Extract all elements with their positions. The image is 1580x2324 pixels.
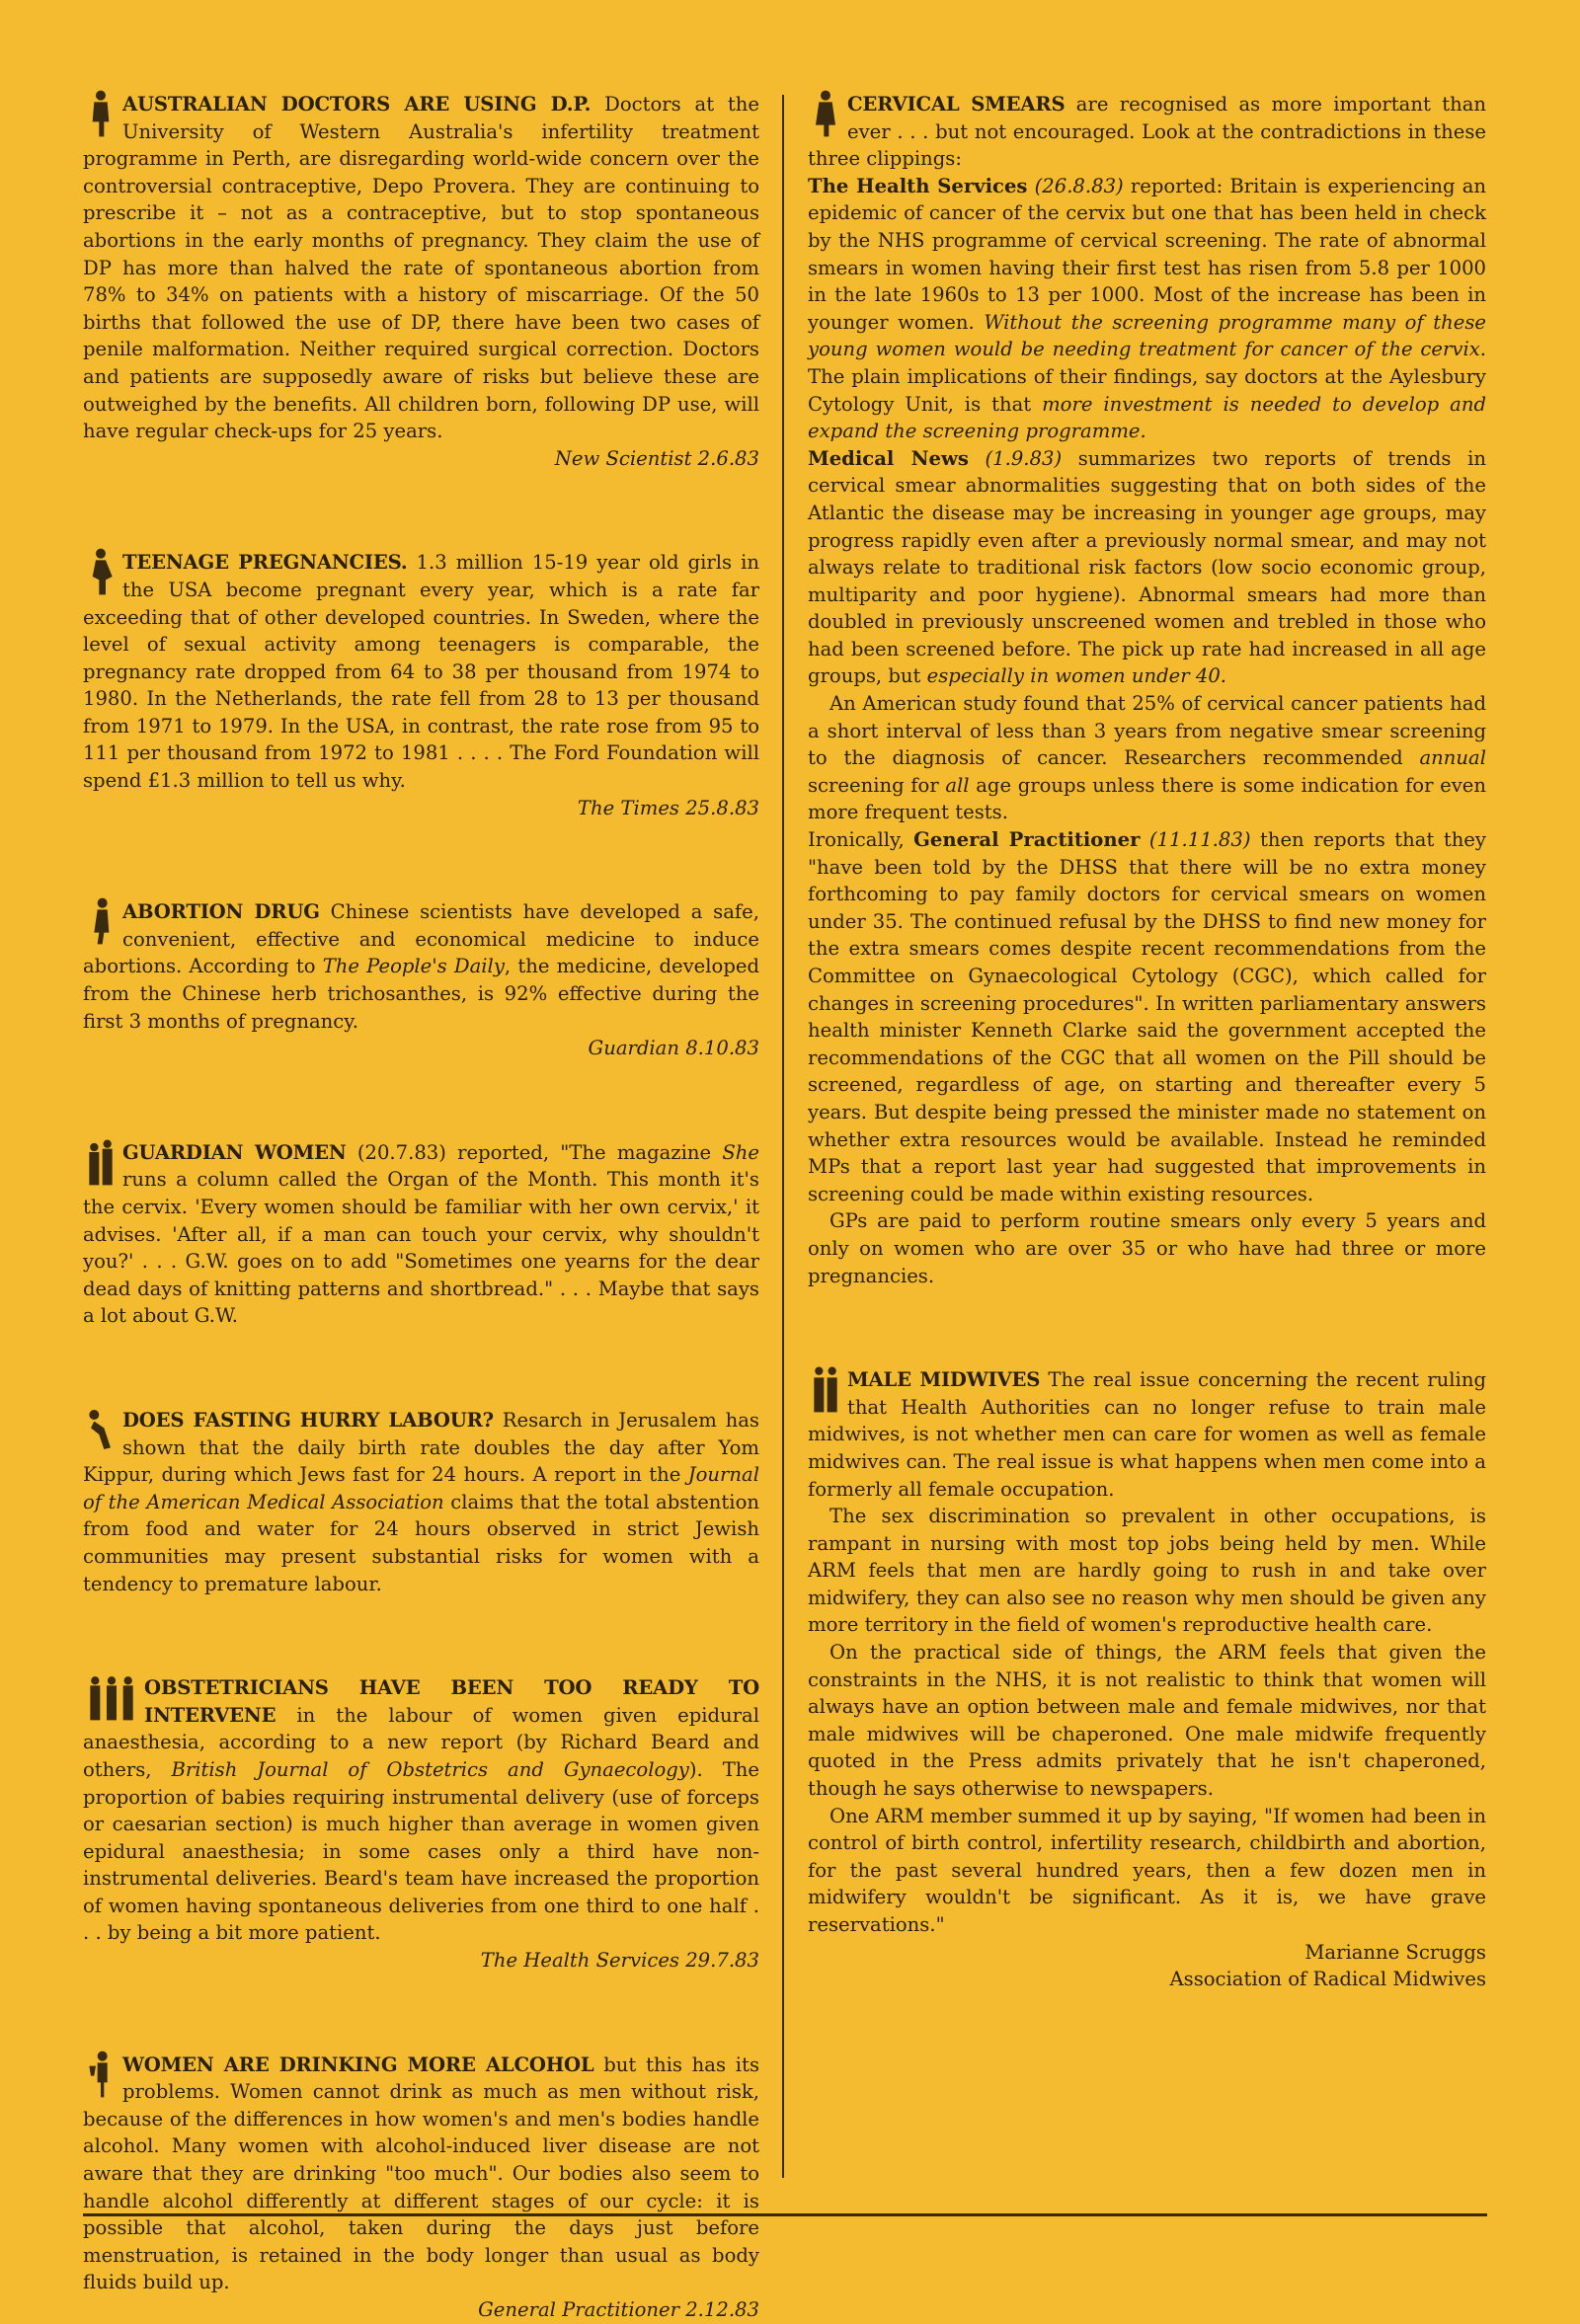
- article-obstetricians: [83, 1674, 759, 1975]
- article-fasting-labour: [83, 1407, 759, 1597]
- paragraph-text: An American study found that 25% of cervical cancer patients had a short interval of less than 3 years from negative smear screening to the diagnosis of cancer. Researchers recommended: [808, 692, 1486, 770]
- woman-figure-icon: [83, 89, 118, 138]
- woman-figure-icon: [808, 89, 843, 138]
- paragraph-text: Ironically,: [808, 828, 914, 852]
- article-heading: MALE MIDWIVES: [847, 1368, 1041, 1392]
- article-body: , the medicine, developed from the Chinese herb trichosanthes, is 92% effective during the first 3 months of pregnancy.: [83, 955, 759, 1033]
- article-paragraph: On the practical side of things, the ARM feels that given the constraints in the NHS, it is not realistic to think that women will always have an option between male and female midwives, nor that male midwives will be chaperoned. One male midwife frequently quoted in the Press admits privately that he isn't chaperoned, though he says otherwise to newspapers.: [808, 1641, 1486, 1801]
- article-body: are recognised as more important than ever . . . but not encouraged. Look at the contradictions in these three clippings:: [808, 93, 1486, 171]
- article-heading: DOES FASTING HURRY LABOUR?: [122, 1408, 494, 1432]
- article-teenage-pregnancies: [83, 549, 759, 821]
- woman-bending-icon: [83, 1405, 118, 1454]
- article-guardian-women: [83, 1139, 759, 1330]
- clipping-emphasis: Without the screening programme many of these young women would be needing treatment for cancer of the cervix.: [808, 310, 1486, 361]
- clipping-general-practitioner: [808, 826, 1486, 1207]
- article-source: General Practitioner 2.12.83: [478, 2298, 759, 2321]
- pregnant-woman-icon: [83, 547, 118, 596]
- article-source: The Health Services 29.7.83: [480, 1949, 759, 1973]
- paragraph-text: age groups unless there is some indication for even more frequent tests.: [808, 773, 1486, 824]
- article-abortion-drug: [83, 898, 759, 1062]
- article-body: (20.7.83) reported, "The magazine: [346, 1140, 723, 1164]
- woman-figure-icon: [83, 896, 118, 946]
- article-body: Chinese scientists have developed a safe, convenient, effective and economical medicine to induce abortions. According to: [83, 900, 759, 978]
- group-figures-icon: [83, 1672, 140, 1722]
- article-heading: AUSTRALIAN DOCTORS ARE USING D.P.: [122, 93, 592, 116]
- article-source: Guardian 8.10.83: [588, 1037, 759, 1060]
- clipping-health-services: [808, 173, 1486, 445]
- paragraph-text: screening for: [808, 773, 946, 797]
- paragraph-emphasis: all: [945, 773, 970, 797]
- clipping-medical-news: [808, 445, 1486, 690]
- clipping-body: then reports that they "have been told by the DHSS that there will be no extra money forthcoming to pay family doctors for cervical smears on women under 35. The continued refusal by the DHSS to find new money for the extra smears comes despite recent recommendations from the Committee on Gynaecological Cytology (CGC), which called for changes in screening procedures". In written parliamentary answers health minister Kenneth Clarke said the government accepted the recommendations of the CGC that all women on the Pill should be screened, regardless of age, on starting and thereafter every 5 years. But despite being pressed the minister made no statement on whether extra resources would be available. Instead he reminded MPs that a report last year had suggested that improvements in screening could be made within existing resources.: [808, 828, 1486, 1205]
- article-male-midwives: [808, 1366, 1486, 1993]
- women-group-icon: [83, 1137, 118, 1187]
- article-source: The Times 25.8.83: [577, 796, 759, 819]
- clipping-body: summarizes two reports of trends in cervical smear abnormalities suggesting that on both sides of the Atlantic the disease may be increasing in younger age groups, may progress rapidly even after a previously normal smear, and may not always relate to traditional risk factors (low socio economic group, multiparity and poor hygiene). Abnormal smears had more than doubled in previously unscreened women and trebled in those who had been screened before. The pick up rate had increased in all age groups, but: [808, 446, 1486, 688]
- signature-organisation: Association of Radical Midwives: [1169, 1968, 1486, 1991]
- left-column: [83, 91, 759, 2324]
- article-heading: GUARDIAN WOMEN: [122, 1140, 347, 1164]
- article-body: in the labour of women given epidural anaesthesia, according to a new report (by Richard Beard and others,: [83, 1703, 759, 1781]
- clipping-date: (26.8.83): [1027, 174, 1124, 197]
- publication-title: She: [722, 1140, 759, 1164]
- article-body: claims that the total abstention from food and water for 24 hours observed in strict Jewish communities may present substantial risks for women with a tendency to premature labour.: [83, 1490, 759, 1595]
- article-body: but this has its problems. Women cannot drink as much as men without risk, because of the differences in how women's and men's bodies handle alcohol. Many women with alcohol-induced liver disease are not aware that they are drinking "too much". Our bodies also seem to handle alcohol differently at different stages of our cycle: it is possible that alcohol, taken during the days just before menstruation, is retained in the body longer than usual as body fluids build up.: [83, 2053, 759, 2294]
- column-divider: [782, 95, 784, 2178]
- paragraph-emphasis: annual: [1419, 746, 1486, 770]
- woman-drinking-icon: [83, 2050, 118, 2099]
- article-women-alcohol: [83, 2052, 759, 2324]
- article-body: Resarch in Jerusalem has shown that the daily birth rate doubles the day after Yom Kippur, during which Jews fast for 24 hours. A report in the: [83, 1408, 759, 1487]
- article-body: Doctors at the University of Western Australia's infertility treatment programme in Perth, are disregarding world-wide concern over the controversial contraceptive, Depo Provera. They are continuing to prescribe it – not as a contraceptive, but to stop spontaneous abortions in the early months of pregnancy. They claim the use of DP has more than halved the rate of spontaneous abortion from 78% to 34% on patients with a history of miscarriage. Of the 50 births that followed the use of DP, there have been two cases of penile malformation. Neither required surgical correction. Doctors and patients are supposedly aware of risks but believe these are outweighed by the benefits. All children born, following DP use, will have regular check-ups for 25 years.: [83, 93, 759, 443]
- right-column: [808, 91, 1486, 1993]
- clipping-emphasis: especially in women under 40.: [926, 664, 1227, 688]
- publication-title: Journal of the American Medical Association: [83, 1463, 759, 1513]
- bottom-rule: [83, 2213, 1487, 2216]
- two-figures-icon: [808, 1364, 843, 1414]
- article-heading: OBSTETRICIANS HAVE BEEN TOO READY TO INTERVENE: [144, 1676, 759, 1727]
- article-australian-doctors: [83, 91, 759, 472]
- article-heading: ABORTION DRUG: [122, 900, 320, 924]
- article-cervical-smears: [808, 91, 1486, 1289]
- article-paragraph: The sex discrimination so prevalent in other occupations, is rampant in nursing with most top jobs being held by men. While ARM feels that men are hardly going to rush in and take over midwifery, they can also see no reason why men should be given any more territory in the field of women's reproductive health care.: [808, 1505, 1486, 1637]
- gp-payment-paragraph: GPs are paid to perform routine smears only every 5 years and only on women who are over 35 or who have had three or more pregnancies.: [808, 1209, 1486, 1287]
- clipping-body: The plain implications of their findings, say doctors at the Aylesbury Cytology Unit, is that: [808, 364, 1486, 416]
- clipping-source-label: General Practitioner: [913, 828, 1141, 852]
- article-paragraph: One ARM member summed it up by saying, "If women had been in control of birth control, infertility research, childbirth and abortion, for the past several hundred years, then a few dozen men in midwifery wouldn't be significant. As it is, we have grave reservations.": [808, 1804, 1486, 1936]
- clipping-date: (11.11.83): [1140, 828, 1251, 852]
- signature-name: Marianne Scruggs: [1304, 1940, 1486, 1964]
- article-body: ). The proportion of babies requiring instrumental delivery (use of forceps or caesarian section) is much higher than average in women given epidural anaesthesia; in some cases only a third have non-instrumental deliveries. Beard's team have increased the proportion of women having spontaneous deliveries from one third to one half . . . by being a bit more patient.: [83, 1757, 759, 1945]
- american-study-paragraph: [808, 690, 1486, 826]
- article-heading: WOMEN ARE DRINKING MORE ALCOHOL: [122, 2053, 594, 2076]
- clipping-date: (1.9.83): [968, 446, 1063, 470]
- article-body: runs a column called the Organ of the Month. This month it's the cervix. 'Every women should be familiar with her own cervix,' it advises. 'After all, if a man can touch your cervix, why shouldn't you?' . . . G.W. goes on to add "Sometimes one yearns for the dear dead days of knitting patterns and shortbread." . . . Maybe that says a lot about G.W.: [83, 1168, 759, 1328]
- publication-title: British Journal of Obstetrics and Gynaecology: [171, 1757, 689, 1781]
- article-source: New Scientist 2.6.83: [554, 446, 759, 470]
- article-heading: CERVICAL SMEARS: [847, 93, 1066, 116]
- clipping-source-label: Medical News: [808, 446, 969, 470]
- article-body: 1.3 million 15-19 year old girls in the USA become pregnant every year, which is a rate far exceeding that of other developed countries. In Sweden, where the level of sexual activity among teenagers is comparable, the pregnancy rate dropped from 64 to 38 per thousand from 1974 to 1980. In the Netherlands, the rate fell from 28 to 13 per thousand from 1971 to 1979. In the USA, in contrast, the rate rose from 95 to 111 per thousand from 1972 to 1981 . . . . The Ford Foundation will spend £1.3 million to tell us why.: [83, 551, 759, 793]
- article-body: The real issue concerning the recent ruling that Health Authorities can no longer refuse to train male midwives, is not whether men can care for women as well as female midwives can. The real issue is what happens when men come into a formerly all female occupation.: [808, 1368, 1486, 1501]
- article-heading: TEENAGE PREGNANCIES.: [122, 551, 408, 575]
- clipping-source-label: The Health Services: [808, 174, 1028, 197]
- clipping-body: reported: Britain is experiencing an epidemic of cancer of the cervix but one that has been held in check by the NHS programme of cervical screening. The rate of abnormal smears in women having their first test has risen from 5.8 per 1000 in the late 1960s to 13 per 1000. Most of the increase has been in younger women.: [808, 174, 1487, 334]
- publication-title: The People's Daily: [322, 955, 505, 978]
- clipping-emphasis: more investment is needed to develop and expand the screening programme.: [808, 392, 1486, 443]
